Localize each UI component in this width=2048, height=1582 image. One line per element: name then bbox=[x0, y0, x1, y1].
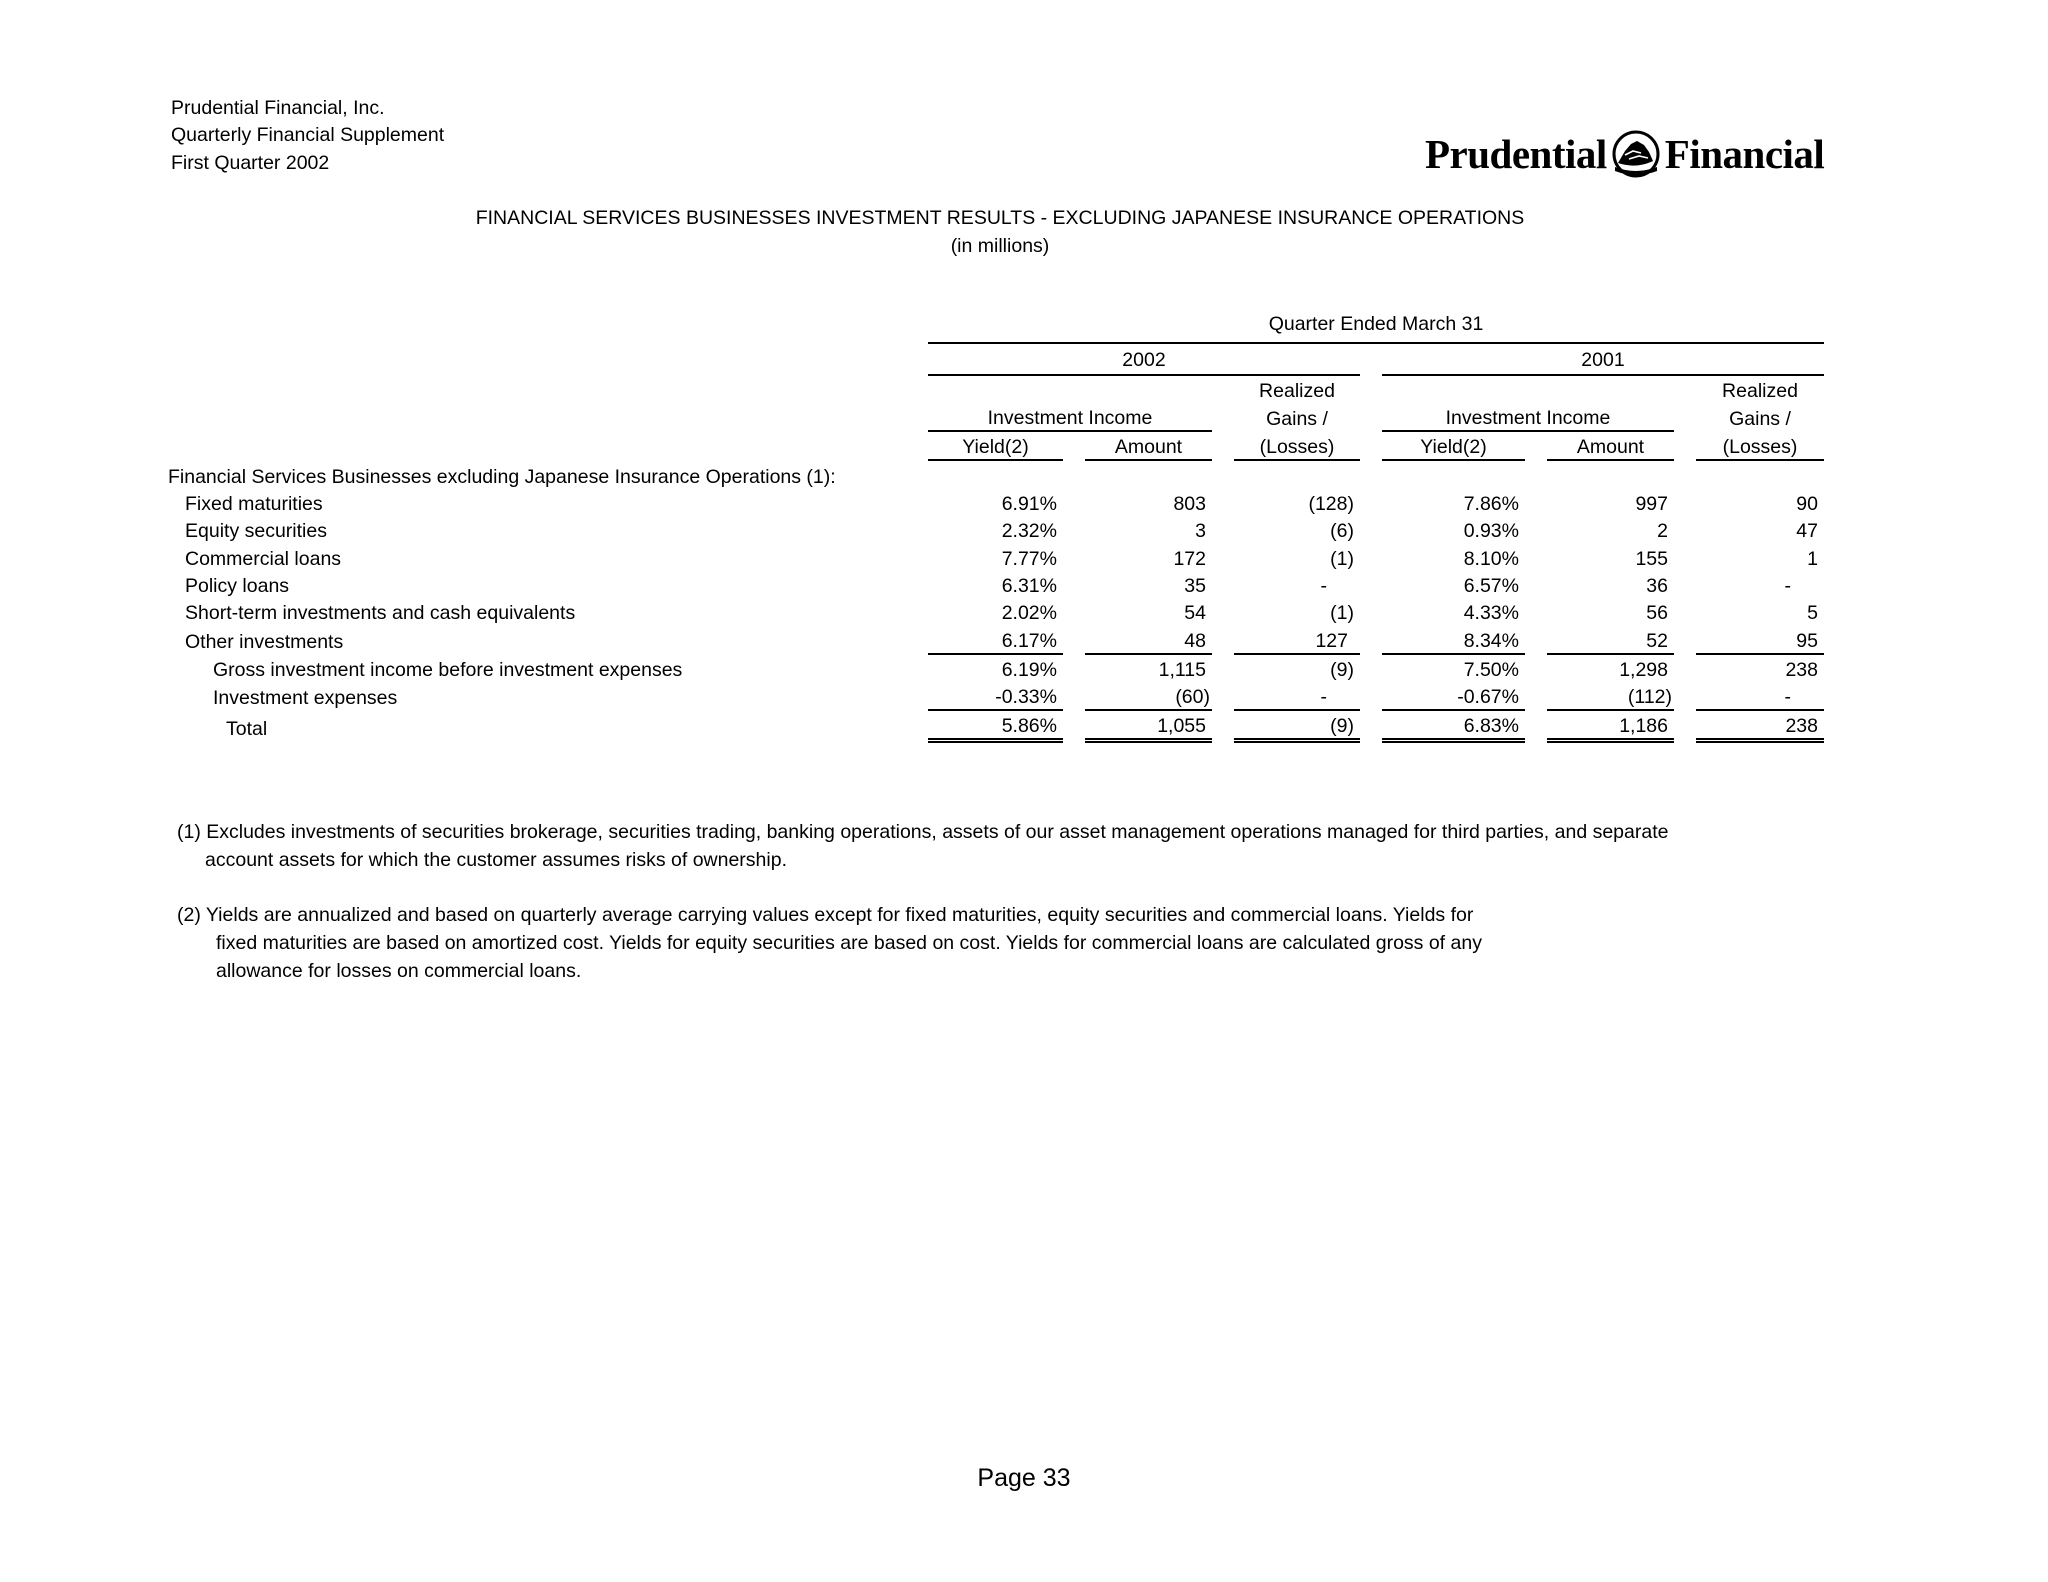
amount-2002: 54 bbox=[1184, 602, 1206, 625]
footnote-2-line-1: (2) Yields are annualized and based on quarterly average carrying values except for fixed maturities, equity securities and commercial loans. Yields for bbox=[177, 904, 1474, 926]
amount-2001: 52 bbox=[1547, 625, 1674, 653]
realized-2001: 5 bbox=[1807, 602, 1818, 625]
row-label: Other investments bbox=[185, 630, 344, 653]
table-row bbox=[168, 489, 1824, 516]
amount-2002: 35 bbox=[1184, 574, 1206, 597]
yield-2001: 8.10% bbox=[1463, 547, 1519, 570]
report-period: First Quarter 2002 bbox=[171, 152, 330, 174]
realized-2002: (9) bbox=[1234, 710, 1360, 741]
period-header-row bbox=[168, 309, 1824, 343]
table-row bbox=[168, 543, 1824, 570]
amount-2001: (112) bbox=[1547, 682, 1674, 710]
section-label: Financial Services Businesses excluding Japanese Insurance Operations (1): bbox=[168, 465, 836, 488]
realized-2002: (1) bbox=[1330, 547, 1354, 570]
footnote-2-line-2: fixed maturities are based on amortized cost. Yields for equity securities are based on cost. Yields for commercial loans are calculated gross of any bbox=[216, 932, 1482, 954]
col-losses-2001: (Losses) bbox=[1696, 431, 1824, 460]
report-name: Quarterly Financial Supplement bbox=[171, 124, 445, 146]
gains-label-2002: Gains / bbox=[1266, 408, 1328, 431]
yield-2002: 2.32% bbox=[1001, 520, 1057, 543]
col-losses-2002: (Losses) bbox=[1234, 431, 1360, 460]
realized-2002: (1) bbox=[1330, 602, 1354, 625]
realized-2002: (128) bbox=[1308, 493, 1354, 516]
realized-2002: (6) bbox=[1330, 520, 1354, 543]
yield-2002: 2.02% bbox=[1001, 602, 1057, 625]
realized-2001: - bbox=[1696, 682, 1824, 710]
realized-2002: 127 bbox=[1234, 625, 1360, 653]
realized-2001: 1 bbox=[1807, 547, 1818, 570]
year-2001: 2001 bbox=[1382, 343, 1824, 374]
realized-2002: - bbox=[1320, 574, 1327, 597]
yield-2001: 6.57% bbox=[1463, 574, 1519, 597]
company-name: Prudential Financial, Inc. bbox=[171, 97, 385, 119]
row-label: Total bbox=[226, 717, 268, 740]
yield-2001: 4.33% bbox=[1463, 602, 1519, 625]
col-yield-2001: Yield(2) bbox=[1382, 431, 1525, 460]
year-2002: 2002 bbox=[928, 343, 1360, 374]
page-title: FINANCIAL SERVICES BUSINESSES INVESTMENT RESULTS - EXCLUDING JAPANESE INSURANCE OPERATIONS bbox=[475, 207, 1525, 229]
amount-2002: (60) bbox=[1085, 682, 1212, 710]
yield-2002: -0.33% bbox=[928, 682, 1063, 710]
yield-2002: 5.86% bbox=[928, 710, 1063, 741]
gross-income-row bbox=[168, 654, 1824, 682]
col-yield-2002: Yield(2) bbox=[928, 431, 1063, 460]
yield-2002: 6.91% bbox=[1001, 493, 1057, 516]
yield-2002: 7.77% bbox=[1001, 547, 1057, 570]
yield-2001: 7.86% bbox=[1463, 493, 1519, 516]
amount-2001: 997 bbox=[1635, 493, 1668, 516]
page-subtitle-units: (in millions) bbox=[950, 235, 1050, 257]
amount-2001: 1,186 bbox=[1547, 710, 1674, 741]
page-number: Page 33 bbox=[977, 1464, 1071, 1492]
amount-2001: 2 bbox=[1657, 520, 1668, 543]
investment-income-header-row bbox=[168, 403, 1824, 431]
column-header-row bbox=[168, 431, 1824, 460]
logo-text-left: Prudential bbox=[1425, 131, 1607, 177]
yield-2002: 6.31% bbox=[1001, 574, 1057, 597]
col-amount-2002: Amount bbox=[1085, 431, 1212, 460]
yield-2001: 7.50% bbox=[1463, 658, 1519, 681]
gains-label-2001: Gains / bbox=[1729, 408, 1791, 431]
row-label: Gross investment income before investment expenses bbox=[213, 658, 683, 681]
yield-2001: -0.67% bbox=[1382, 682, 1525, 710]
realized-2002: - bbox=[1234, 682, 1360, 710]
investment-expenses-row bbox=[168, 682, 1824, 710]
period-header: Quarter Ended March 31 bbox=[1268, 313, 1484, 336]
realized-2001: - bbox=[1784, 574, 1791, 597]
footnote-1-line-2: account assets for which the customer assumes risks of ownership. bbox=[205, 849, 787, 871]
amount-2001: 1,298 bbox=[1619, 658, 1668, 681]
realized-header-row bbox=[168, 375, 1824, 403]
investment-results-table bbox=[168, 309, 1824, 743]
prudential-financial-logo bbox=[1425, 128, 1824, 180]
amount-2001: 36 bbox=[1646, 574, 1668, 597]
row-label: Policy loans bbox=[185, 574, 290, 597]
footnote-1-line-1: (1) Excludes investments of securities brokerage, securities trading, banking operations, assets of our asset management operations managed for third parties, and separate bbox=[177, 821, 1669, 843]
table-row bbox=[168, 598, 1824, 625]
amount-2001: 155 bbox=[1635, 547, 1668, 570]
realized-label-2002: Realized bbox=[1259, 379, 1335, 402]
realized-label-2001: Realized bbox=[1722, 379, 1798, 402]
amount-2002: 48 bbox=[1085, 625, 1212, 653]
footnote-2-line-3: allowance for losses on commercial loans. bbox=[216, 960, 582, 982]
rock-of-gibraltar-icon bbox=[1611, 129, 1661, 179]
amount-2002: 1,115 bbox=[1158, 658, 1206, 681]
amount-2002: 803 bbox=[1173, 493, 1206, 516]
realized-2001: 90 bbox=[1796, 493, 1818, 516]
investment-income-2002: Investment Income bbox=[928, 403, 1212, 431]
yield-2001: 8.34% bbox=[1382, 625, 1525, 653]
yield-2001: 6.83% bbox=[1382, 710, 1525, 741]
realized-2001: 47 bbox=[1796, 520, 1818, 543]
row-label: Fixed maturities bbox=[185, 493, 323, 516]
year-row bbox=[168, 343, 1824, 374]
investment-income-2001: Investment Income bbox=[1382, 403, 1674, 431]
realized-2002: (9) bbox=[1330, 658, 1354, 681]
amount-2001: 56 bbox=[1646, 602, 1668, 625]
table-row bbox=[168, 625, 1824, 653]
total-row bbox=[168, 710, 1824, 741]
section-label-row bbox=[168, 460, 1824, 488]
table-row bbox=[168, 516, 1824, 543]
realized-2001: 238 bbox=[1696, 710, 1824, 741]
realized-2001: 95 bbox=[1696, 625, 1824, 653]
row-label: Commercial loans bbox=[185, 547, 342, 570]
table-row bbox=[168, 571, 1824, 598]
amount-2002: 1,055 bbox=[1085, 710, 1212, 741]
yield-2002: 6.17% bbox=[928, 625, 1063, 653]
logo-text-right: Financial bbox=[1664, 131, 1825, 177]
amount-2002: 3 bbox=[1195, 520, 1206, 543]
row-label: Equity securities bbox=[185, 520, 327, 543]
row-label: Investment expenses bbox=[213, 687, 398, 710]
yield-2002: 6.19% bbox=[1001, 658, 1057, 681]
row-label: Short-term investments and cash equivalents bbox=[185, 602, 576, 625]
yield-2001: 0.93% bbox=[1463, 520, 1519, 543]
col-amount-2001: Amount bbox=[1547, 431, 1674, 460]
amount-2002: 172 bbox=[1173, 547, 1206, 570]
realized-2001: 238 bbox=[1785, 658, 1818, 681]
